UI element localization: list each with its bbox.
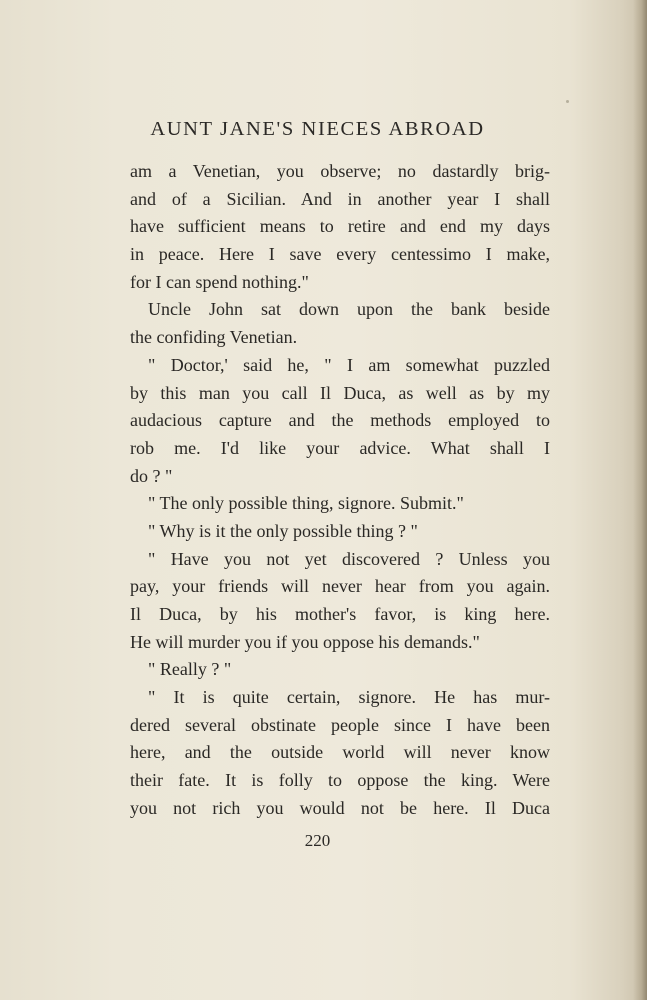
- text-line: Uncle John sat down upon the bank beside: [148, 299, 550, 320]
- text-line: Il Duca, by his mother's favor, is king here.: [130, 604, 550, 624]
- text-line: have sufficient means to retire and end my days: [130, 216, 550, 237]
- page-number: 220: [304, 831, 331, 850]
- text-line: their fate. It is folly to oppose the king. Were: [130, 770, 550, 791]
- text-line: " Why is it the only possible thing ? ": [148, 520, 418, 541]
- text-line: " Have you not yet discovered ? Unless you: [148, 548, 550, 569]
- body-text: [130, 158, 550, 823]
- text-line: am a Venetian, you observe; no dastardly brig-: [130, 161, 550, 181]
- text-line: pay, your friends will never hear from you again.: [130, 576, 550, 597]
- paper-speck: [566, 100, 569, 103]
- running-head: AUNT JANE'S NIECES ABROAD: [150, 118, 485, 140]
- text-line: " Doctor,' said he, " I am somewhat puzzled: [148, 354, 550, 375]
- text-line: and of a Sicilian. And in another year I shall: [130, 188, 550, 209]
- text-line: rob me. I'd like your advice. What shall I: [130, 437, 550, 458]
- text-line: dered several obstinate people since I have been: [130, 714, 550, 735]
- text-line: do ? ": [130, 465, 173, 486]
- text-line: for I can spend nothing.": [130, 271, 309, 292]
- text-line: the confiding Venetian.: [130, 327, 298, 348]
- text-line: He will murder you if you oppose his demands.": [130, 631, 480, 652]
- text-line: " It is quite certain, signore. He has mur-: [148, 687, 550, 708]
- text-line: here, and the outside world will never know: [130, 742, 550, 763]
- text-line: " The only possible thing, signore. Submit.": [148, 493, 464, 514]
- text-line: by this man you call Il Duca, as well as by my: [130, 382, 550, 403]
- text-line: you not rich you would not be here. Il Duca: [130, 797, 550, 818]
- text-line: in peace. Here I save every centessimo I make,: [130, 244, 550, 265]
- text-line: audacious capture and the methods employed to: [130, 410, 550, 431]
- text-line: " Really ? ": [148, 659, 232, 680]
